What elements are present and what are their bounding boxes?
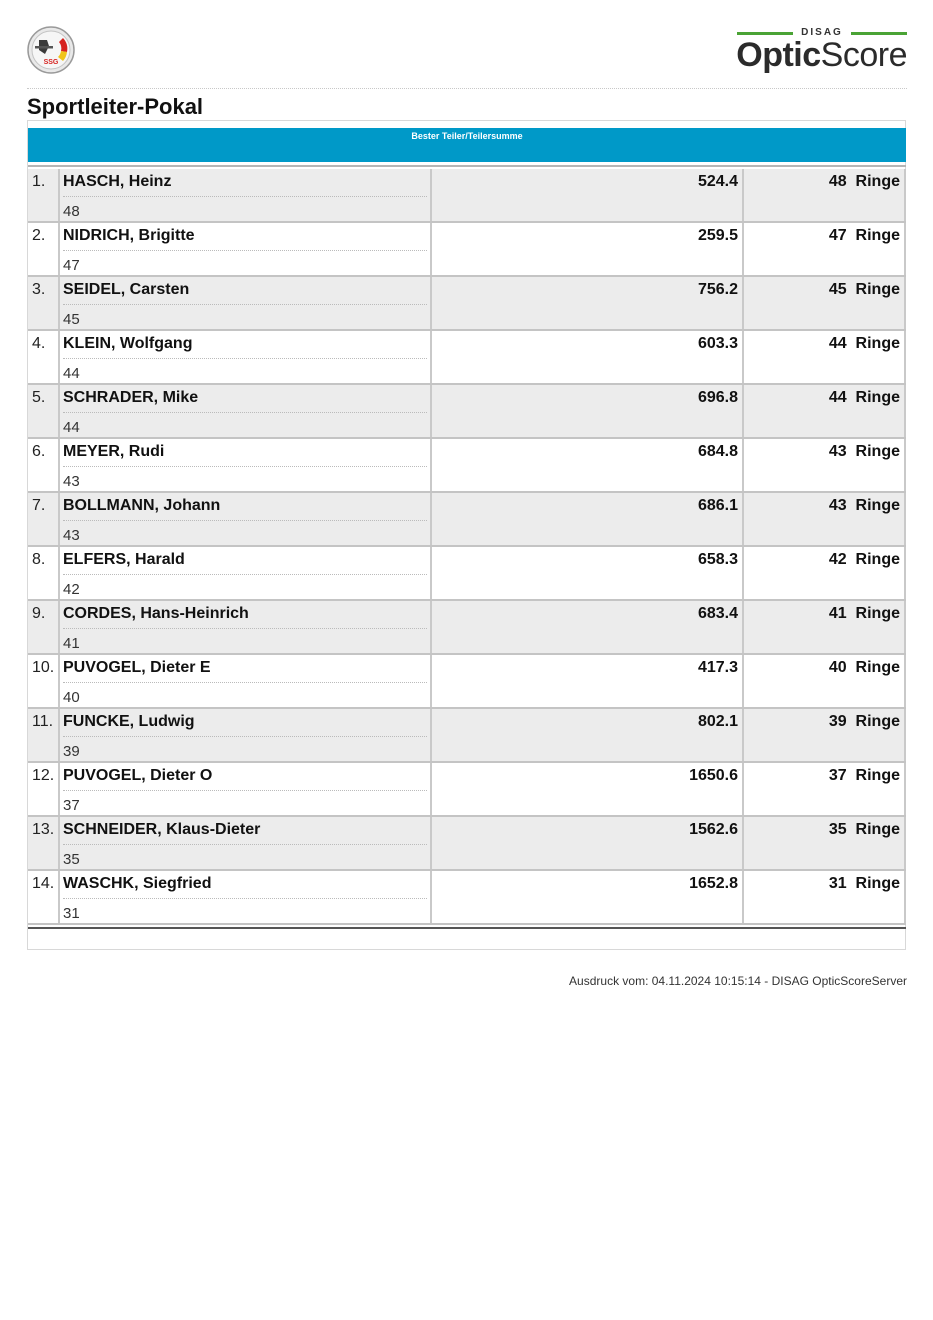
print-footer: Ausdruck vom: 04.11.2024 10:15:14 - DISAG OpticScoreServer [569, 974, 907, 988]
rank: 3. [32, 281, 46, 298]
shooter-name: SCHRADER, Mike [63, 389, 199, 406]
rings-value: 41 Ringe [828, 605, 900, 622]
opticscore-logo [737, 28, 907, 74]
rank-cell [28, 331, 60, 383]
shooter-name: MEYER, Rudi [63, 443, 165, 460]
rank: 10. [32, 659, 55, 676]
shooter-sub-value: 39 [63, 743, 80, 760]
shooter-cell [60, 871, 432, 923]
rings-cell [744, 439, 906, 491]
name-divider [63, 682, 427, 683]
rings-value: 42 Ringe [828, 551, 900, 568]
teiler-cell [432, 601, 744, 653]
rank-cell [28, 817, 60, 869]
shooter-name: PUVOGEL, Dieter O [63, 767, 213, 784]
rings-value: 47 Ringe [828, 227, 900, 244]
shooter-name: ELFERS, Harald [63, 551, 185, 568]
name-divider [63, 898, 427, 899]
rings-cell [744, 655, 906, 707]
shooter-cell [60, 493, 432, 545]
shooter-cell [60, 169, 432, 221]
rank-cell [28, 385, 60, 437]
table-row [28, 547, 906, 601]
rank: 13. [32, 821, 55, 838]
shooter-sub-value: 43 [63, 527, 80, 544]
teiler-value: 658.3 [697, 551, 738, 568]
brand-name-light: Score [820, 36, 907, 74]
table-row [28, 385, 906, 439]
rank: 8. [32, 551, 46, 568]
teiler-cell [432, 277, 744, 329]
table-header-bar [28, 128, 906, 162]
shooter-name: NIDRICH, Brigitte [63, 227, 195, 244]
svg-text:SSG: SSG [43, 59, 59, 66]
shooter-sub-value: 41 [63, 635, 80, 652]
shooter-sub-value: 44 [63, 365, 80, 382]
rank: 6. [32, 443, 46, 460]
name-divider [63, 304, 427, 305]
rings-cell [744, 601, 906, 653]
table-header-divider [28, 165, 906, 167]
name-divider [63, 790, 427, 791]
table-row [28, 655, 906, 709]
name-divider [63, 412, 427, 413]
rings-cell [744, 277, 906, 329]
rank-cell [28, 763, 60, 815]
shooter-name: SEIDEL, Carsten [63, 281, 190, 298]
rank-cell [28, 709, 60, 761]
teiler-value: 417.3 [697, 659, 738, 676]
brand-line-left [737, 32, 793, 35]
shooter-sub-value: 42 [63, 581, 80, 598]
name-divider [63, 250, 427, 251]
rank: 1. [32, 173, 46, 190]
name-divider [63, 628, 427, 629]
rings-value: 45 Ringe [828, 281, 900, 298]
rings-cell [744, 763, 906, 815]
table-row [28, 439, 906, 493]
teiler-value: 756.2 [697, 281, 738, 298]
teiler-value: 696.8 [697, 389, 738, 406]
shooter-name: BOLLMANN, Johann [63, 497, 221, 514]
teiler-value: 683.4 [697, 605, 738, 622]
teiler-value: 259.5 [697, 227, 738, 244]
shooter-name: KLEIN, Wolfgang [63, 335, 193, 352]
name-divider [63, 196, 427, 197]
shooter-cell [60, 601, 432, 653]
rank: 7. [32, 497, 46, 514]
table-row [28, 277, 906, 331]
name-divider [63, 574, 427, 575]
rings-value: 39 Ringe [828, 713, 900, 730]
table-row [28, 223, 906, 277]
shooter-name: PUVOGEL, Dieter E [63, 659, 211, 676]
shooter-sub-value: 43 [63, 473, 80, 490]
club-emblem-icon [27, 26, 75, 74]
rank-cell [28, 655, 60, 707]
teiler-cell [432, 331, 744, 383]
shooter-sub-value: 37 [63, 797, 80, 814]
teiler-cell [432, 817, 744, 869]
teiler-cell [432, 709, 744, 761]
rank-cell [28, 223, 60, 275]
rings-cell [744, 709, 906, 761]
rank: 2. [32, 227, 46, 244]
table-row [28, 601, 906, 655]
shooter-sub-value: 48 [63, 203, 80, 220]
results-table [28, 169, 906, 925]
rank-cell [28, 547, 60, 599]
shooter-cell [60, 385, 432, 437]
page-title: Sportleiter-Pokal [27, 94, 204, 119]
rank: 14. [32, 875, 55, 892]
shooter-cell [60, 223, 432, 275]
table-row [28, 331, 906, 385]
brand-name [736, 36, 907, 74]
teiler-cell [432, 871, 744, 923]
table-header-label: Bester Teiler/Teilersumme [411, 131, 523, 141]
shooter-sub-value: 35 [63, 851, 80, 868]
rank: 12. [32, 767, 55, 784]
teiler-value: 1652.8 [689, 875, 738, 892]
shooter-cell [60, 277, 432, 329]
table-row [28, 871, 906, 925]
teiler-cell [432, 385, 744, 437]
rings-value: 40 Ringe [828, 659, 900, 676]
rings-cell [744, 547, 906, 599]
table-row [28, 493, 906, 547]
shooter-name: HASCH, Heinz [63, 173, 172, 190]
table-row [28, 709, 906, 763]
page-header [27, 26, 907, 88]
rings-cell [744, 817, 906, 869]
teiler-value: 524.4 [697, 173, 738, 190]
shooter-sub-value: 44 [63, 419, 80, 436]
shooter-name: SCHNEIDER, Klaus-Dieter [63, 821, 261, 838]
name-divider [63, 736, 427, 737]
rings-value: 44 Ringe [828, 389, 900, 406]
shooter-cell [60, 817, 432, 869]
rank-cell [28, 493, 60, 545]
shooter-sub-value: 45 [63, 311, 80, 328]
shooter-name: FUNCKE, Ludwig [63, 713, 195, 730]
shooter-sub-value: 31 [63, 905, 80, 922]
brand-disag: DISAG [801, 27, 843, 38]
teiler-cell [432, 763, 744, 815]
rings-cell [744, 493, 906, 545]
teiler-value: 802.1 [697, 713, 738, 730]
shooter-sub-value: 47 [63, 257, 80, 274]
name-divider [63, 466, 427, 467]
rank-cell [28, 871, 60, 923]
rings-cell [744, 331, 906, 383]
rings-cell [744, 169, 906, 221]
teiler-value: 1650.6 [689, 767, 738, 784]
shooter-cell [60, 547, 432, 599]
teiler-value: 684.8 [697, 443, 738, 460]
shooter-name: WASCHK, Siegfried [63, 875, 212, 892]
name-divider [63, 358, 427, 359]
teiler-cell [432, 493, 744, 545]
rank-cell [28, 169, 60, 221]
shooter-sub-value: 40 [63, 689, 80, 706]
rings-cell [744, 385, 906, 437]
table-row [28, 763, 906, 817]
rank: 9. [32, 605, 46, 622]
shooter-name: CORDES, Hans-Heinrich [63, 605, 249, 622]
teiler-cell [432, 655, 744, 707]
teiler-cell [432, 223, 744, 275]
rank: 11. [32, 713, 54, 730]
teiler-cell [432, 547, 744, 599]
rings-value: 43 Ringe [828, 497, 900, 514]
table-row [28, 169, 906, 223]
brand-line-right [851, 32, 907, 35]
table-bottom-rule [28, 927, 906, 929]
rings-value: 31 Ringe [828, 875, 900, 892]
teiler-value: 1562.6 [689, 821, 738, 838]
rank: 5. [32, 389, 46, 406]
shooter-cell [60, 709, 432, 761]
rings-cell [744, 223, 906, 275]
brand-name-bold: Optic [736, 36, 821, 74]
name-divider [63, 520, 427, 521]
rank-cell [28, 601, 60, 653]
rings-cell [744, 871, 906, 923]
table-row [28, 817, 906, 871]
shooter-cell [60, 655, 432, 707]
rings-value: 43 Ringe [828, 443, 900, 460]
shooter-cell [60, 331, 432, 383]
teiler-cell [432, 169, 744, 221]
rank-cell [28, 277, 60, 329]
rings-value: 44 Ringe [828, 335, 900, 352]
shooter-cell [60, 439, 432, 491]
teiler-cell [432, 439, 744, 491]
rings-value: 37 Ringe [828, 767, 900, 784]
rings-value: 48 Ringe [828, 173, 900, 190]
rank-cell [28, 439, 60, 491]
rings-value: 35 Ringe [828, 821, 900, 838]
rank: 4. [32, 335, 46, 352]
teiler-value: 603.3 [697, 335, 738, 352]
name-divider [63, 844, 427, 845]
teiler-value: 686.1 [697, 497, 738, 514]
shooter-cell [60, 763, 432, 815]
header-divider [27, 88, 907, 89]
